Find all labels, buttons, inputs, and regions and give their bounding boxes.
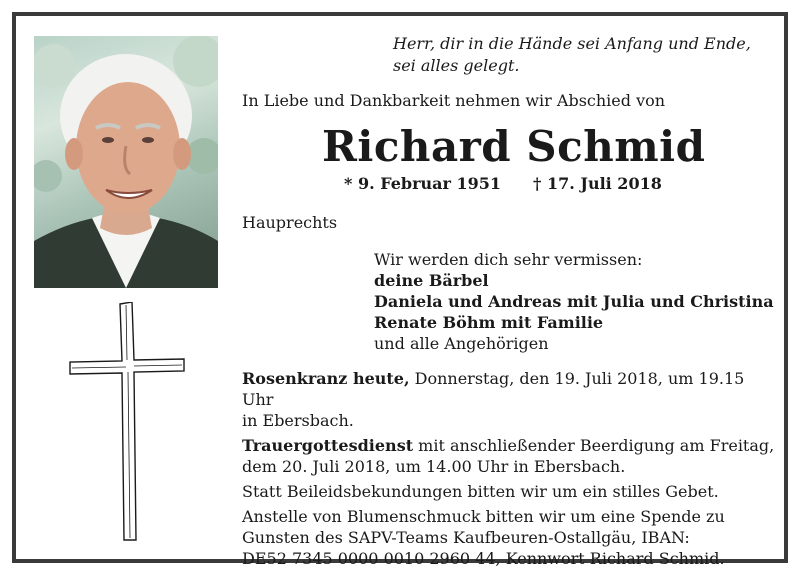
mourner-line: Renate Böhm mit Familie xyxy=(374,313,604,332)
mourner-line: und alle Angehörigen xyxy=(374,334,549,353)
donation-text: Anstelle von Blumenschmuck bitten wir um eine Spende zu xyxy=(242,507,725,526)
quote-line-1: Herr, dir in die Hände sei Anfang und Ende, xyxy=(393,34,751,53)
quote-line-2: sei alles gelegt. xyxy=(393,56,520,75)
service-notice xyxy=(242,368,777,573)
rosary-paragraph xyxy=(242,368,777,431)
rosary-label: Rosenkranz heute, xyxy=(242,369,410,388)
deceased-name: Richard Schmid xyxy=(322,122,706,171)
mourner-line: Daniela und Andreas mit Julia und Christina xyxy=(374,292,774,311)
donation-paragraph xyxy=(242,506,777,569)
intro-text: In Liebe und Dankbarkeit nehmen wir Abschied von xyxy=(242,91,666,110)
funeral-label: Trauergottesdienst xyxy=(242,436,414,455)
home-place: Hauprechts xyxy=(242,213,338,232)
funeral-text: dem 20. Juli 2018, um 14.00 Uhr in Ebersbach. xyxy=(242,457,626,476)
funeral-text: mit anschließender Beerdigung am Freitag, xyxy=(413,436,775,455)
mourners-list xyxy=(374,249,774,354)
birth-date: * 9. Februar 1951 xyxy=(344,174,502,193)
death-date: † 17. Juli 2018 xyxy=(533,174,662,193)
rosary-text: Donnerstag, den 19. Juli 2018, um 19.15 Uhr xyxy=(242,369,745,409)
bible-quote xyxy=(393,33,783,77)
mourner-line: deine Bärbel xyxy=(374,271,489,290)
funeral-paragraph xyxy=(242,435,777,477)
rosary-text: in Ebersbach. xyxy=(242,411,354,430)
cross-icon xyxy=(68,302,186,542)
mourners-intro: Wir werden dich sehr vermissen: xyxy=(374,250,643,269)
life-dates xyxy=(344,173,662,195)
condolence-paragraph: Statt Beileidsbekundungen bitten wir um ein stilles Gebet. xyxy=(242,482,719,501)
portrait-photo xyxy=(34,36,218,288)
donation-text: Gunsten des SAPV-Teams Kaufbeuren-Ostallgäu, IBAN: xyxy=(242,528,690,547)
donation-text: DE52 7345 0000 0010 2960 44, Kennwort Richard Schmid. xyxy=(242,549,725,568)
